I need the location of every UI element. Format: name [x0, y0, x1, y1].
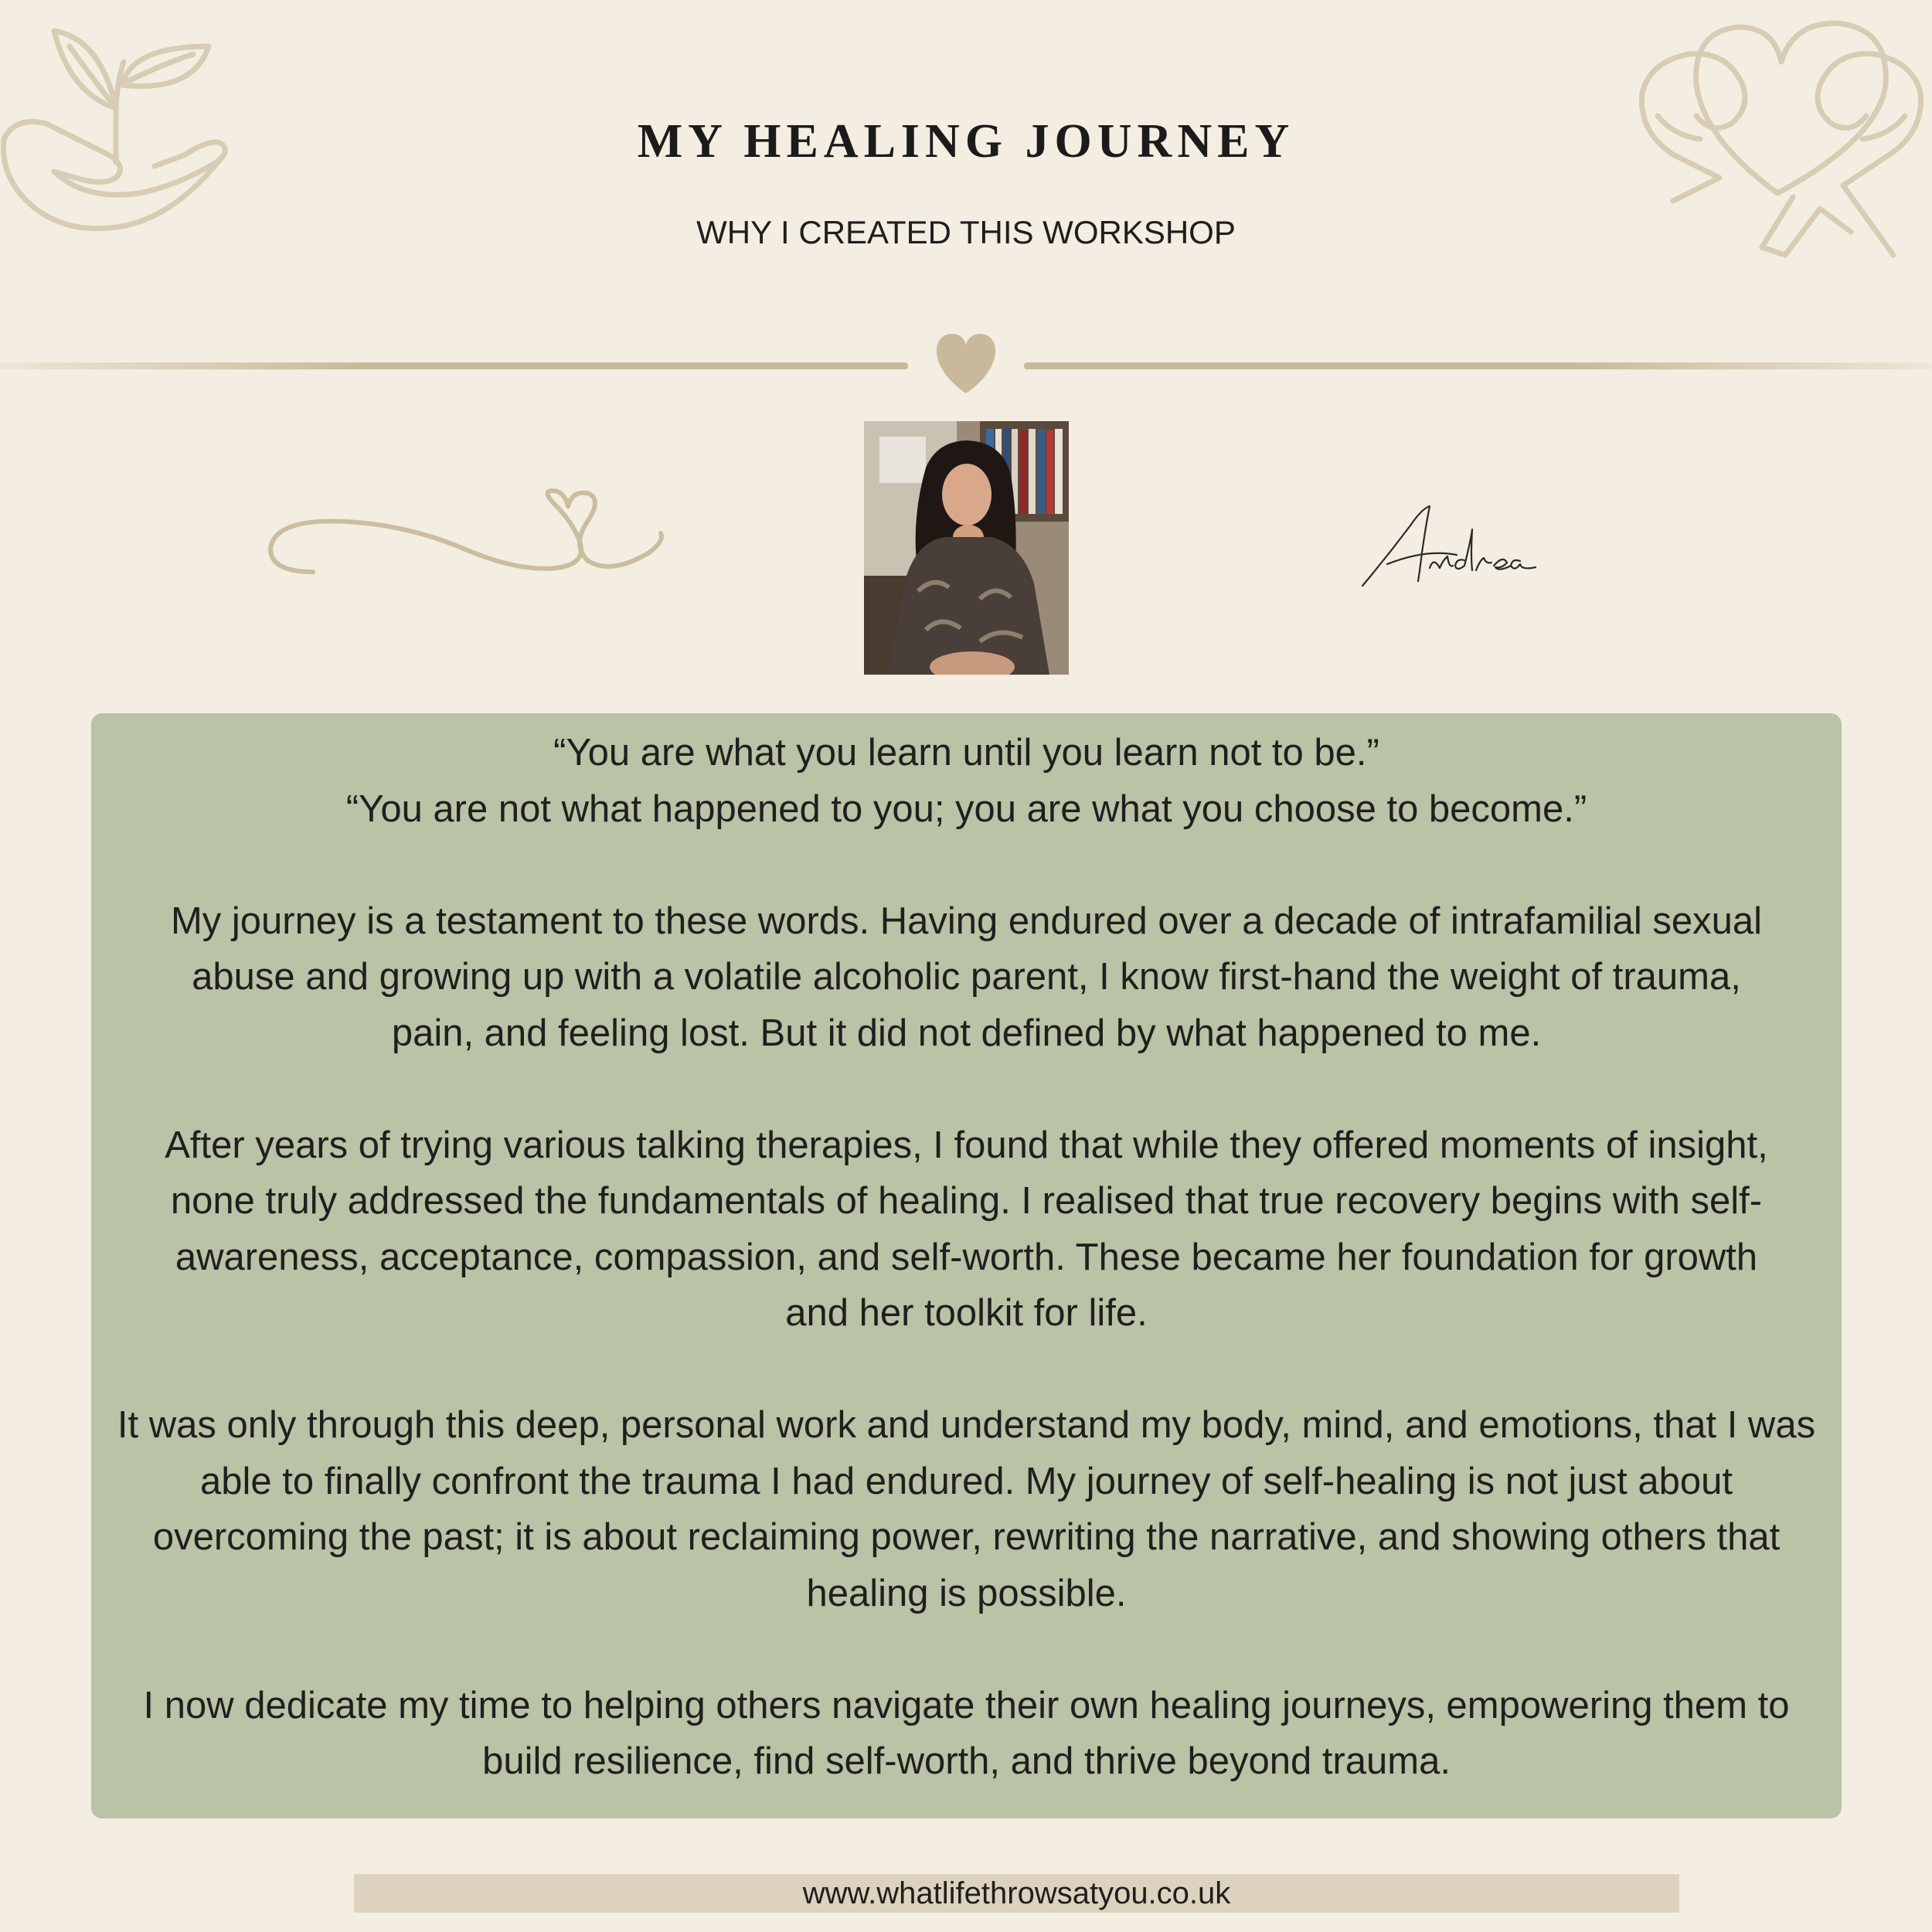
heart-divider — [0, 328, 1932, 406]
story-panel — [91, 713, 1842, 1818]
page-subtitle: WHY I CREATED THIS WORKSHOP — [696, 214, 1236, 250]
website-link[interactable]: www.whatlifethrowsatyou.co.uk — [354, 1874, 1679, 1913]
paragraph-2: After years of trying various talking therapies, I found that while they offered moments of insight, none truly addressed the fundamentals of healing. I realised that true recovery begins with self-awareness, acceptance, compassion, and self-worth. These became her foundation for growth and her toolkit for life. — [165, 1124, 1768, 1334]
quote-2: “You are not what happened to you; you are what you choose to become.” — [345, 787, 1587, 830]
signature — [1356, 495, 1542, 595]
paragraph-1: My journey is a testament to these words. Having endured over a decade of intrafamilial sexual abuse and growing up with a volatile alcoholic parent, I know first-hand the weight of trauma, pain, and feeling lost. But it did not defined by what happened to me. — [170, 900, 1763, 1054]
heart-icon — [937, 334, 995, 393]
portrait-photo — [864, 421, 1069, 675]
paragraph-4: I now dedicate my time to helping others navigate their own healing journeys, empowering them to build resilience, find self-worth, and thrive beyond trauma. — [143, 1684, 1790, 1782]
quote-1: “You are what you learn until you learn not to be.” — [553, 732, 1379, 774]
page-title: MY HEALING JOURNEY — [637, 115, 1295, 168]
quotes-block — [91, 725, 1842, 837]
heart-swirl-icon — [263, 487, 672, 587]
paragraph-3: It was only through this deep, personal work and understand my body, mind, and emotions, that I was able to finally confront the trauma I had endured. My journey of self-healing is not just about overcoming the past; it is about reclaiming power, rewriting the narrative, and showing others that healing is possible. — [117, 1404, 1816, 1614]
